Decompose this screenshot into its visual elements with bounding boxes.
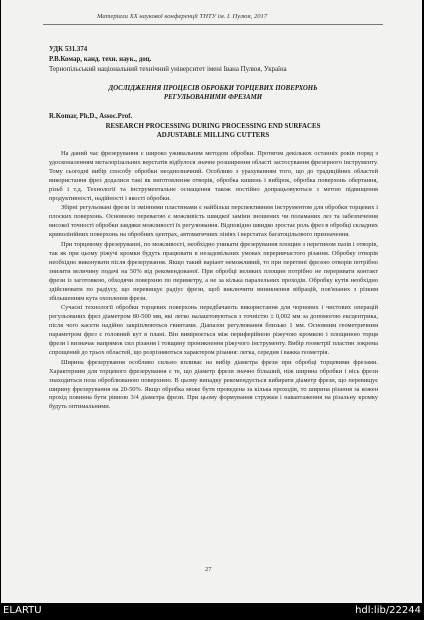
title-en-line: RESEARCH PROCESSING DURING PROCESSING END SURFACES: [105, 123, 321, 130]
repository-name: ELARTU: [3, 605, 42, 616]
header-rule: [43, 24, 383, 25]
title-en: [41, 122, 385, 140]
affiliation: Тернопільський національний технічний університет імені Івана Пулюя, Україна: [49, 66, 287, 73]
running-header: Матеріали XX наукової конференції ТНТУ ім. І. Пулюя, 2017: [97, 13, 268, 20]
document-page: [1, 0, 422, 603]
title-ua-line: РЕГУЛЬОВАНИМИ ФРЕЗАМИ: [163, 94, 263, 101]
handle-id: hdl:lib/22244: [355, 605, 421, 616]
udc-code: УДК 531.374: [49, 46, 88, 53]
paragraph: Сучасні технології обробки торцевих поверхонь передбачають використання для чорнових і чистових операцій регульованих фрез діаметром 80-500 мм, які легко налаштовуються з точністю ± 0,002 мм за допомогою ексцентрика, після чого касети надійно закріплюються гвинтами. Діапазон регулювання близько 1 мм. Основним геометричним параметром фрез є головний кут в плані. Він вимірюється між периферійною ріжучою кромкою і площиною торця фрези і визначає напрямок сил різання і товщину проникнення ріжучого інструменту. Вибір геометрії пластин зокрема спрощений до трьох областей, що розрізняються характером різання: легка, середня і важка геометрія.: [49, 304, 378, 356]
paragraph: Ширина фрезерування особливо сильно впливає на вибір діаметра фрези при обробці торцевими фрезами. Характерним для торцевого фрезерування є те, що діаметр фрези значно більший, ніж ширина обробки і вісь фрези знаходиться поза оброблюваною поверхнею. В цьому випадку рекомендується вибирати діаметр фрези, що перевищує ширину фрезерування на 20-50%. Якщо обробка може бути проведена за кілька проходів, то ширина різання за кожен прохід повинна бути рівною 3/4 діаметра фрези. При цьому формування стружки і навантаження на різальну кромку будуть оптимальними.: [49, 358, 378, 411]
paragraph: При торцевому фрезеруванні, по можливості, необхідно уникати фрезерування площин з перетином пазів і отворів, так як при цьому ріжучі кромки будуть працювати в незадовільних умовах переривчастого різання. Обробку отворів необхідно виконувати після фрезерування. Якщо такий варіант неможливий, то при перетині фрезою отворів потрібно знизити величину подачі на 50% від рекомендованої. При обробці великих площин потрібно не переривати контакт фрези із заготовкою, обходячи поверхню по периметру, а не за кілька паралельних проходів. Обробку кутів необхідно здійснювати по радіусу, що перевищує радіус фрези, щоб виключити виникнення вібрацій, пов'язаних з різким збільшенням кута охоплення фрези.: [49, 241, 378, 302]
authors-en: R.Komar, Ph.D., Assoc.Prof.: [49, 113, 133, 120]
page-number: 27: [205, 566, 212, 573]
paragraph: На даний час фрезерування є широко уживальним методом обробки. Протягом декількох останніх років поряд з удосконаленням металорізальних верстатів відбулося значне розширення області застосування фрезерного інструменту. Тому сьогодні вибір способу обробки неоднозначний. Особливо з урахуванням того, що до традиційних областей використання фрез додалися такі як виготовлення отворів, обробка кишень і вибірок, обробка поверхонь обертання, різьб і т.д. Технології та інструментальне оснащення також постійно допрацьовуються з метою підвищення продуктивності, надійності і якості обробки.: [49, 150, 378, 202]
title-en-line: ADJUSTABLE MILLING CUTTERS: [156, 132, 270, 139]
title-ua: [41, 84, 385, 102]
paragraph: Збірні регульовані фрези із змінними пластинами є найбільш перспективним інструментом для обробки торцевих і плоских поверхонь. Основною перевагою є можливість швидкої заміни зношених чи поламаних лез та забезпечення високої точності обробки завдяки можливості їх регулювання. Відповідно швидко зростає роль фрез в обробці складних криволінійних поверхонь на обробних центрах, автоматичних лініях і верстатах багатоцільового призначення.: [49, 204, 379, 239]
authors-ua: Р.В.Комар, канд. техн. наук., доц.: [49, 56, 152, 63]
repository-footer: [0, 603, 424, 620]
article-body: [49, 150, 378, 412]
title-ua-line: ДОСЛІДЖЕННЯ ПРОЦЕСІВ ОБРОБКИ ТОРЦЕВИХ ПОВЕРХОНЬ: [108, 85, 318, 92]
